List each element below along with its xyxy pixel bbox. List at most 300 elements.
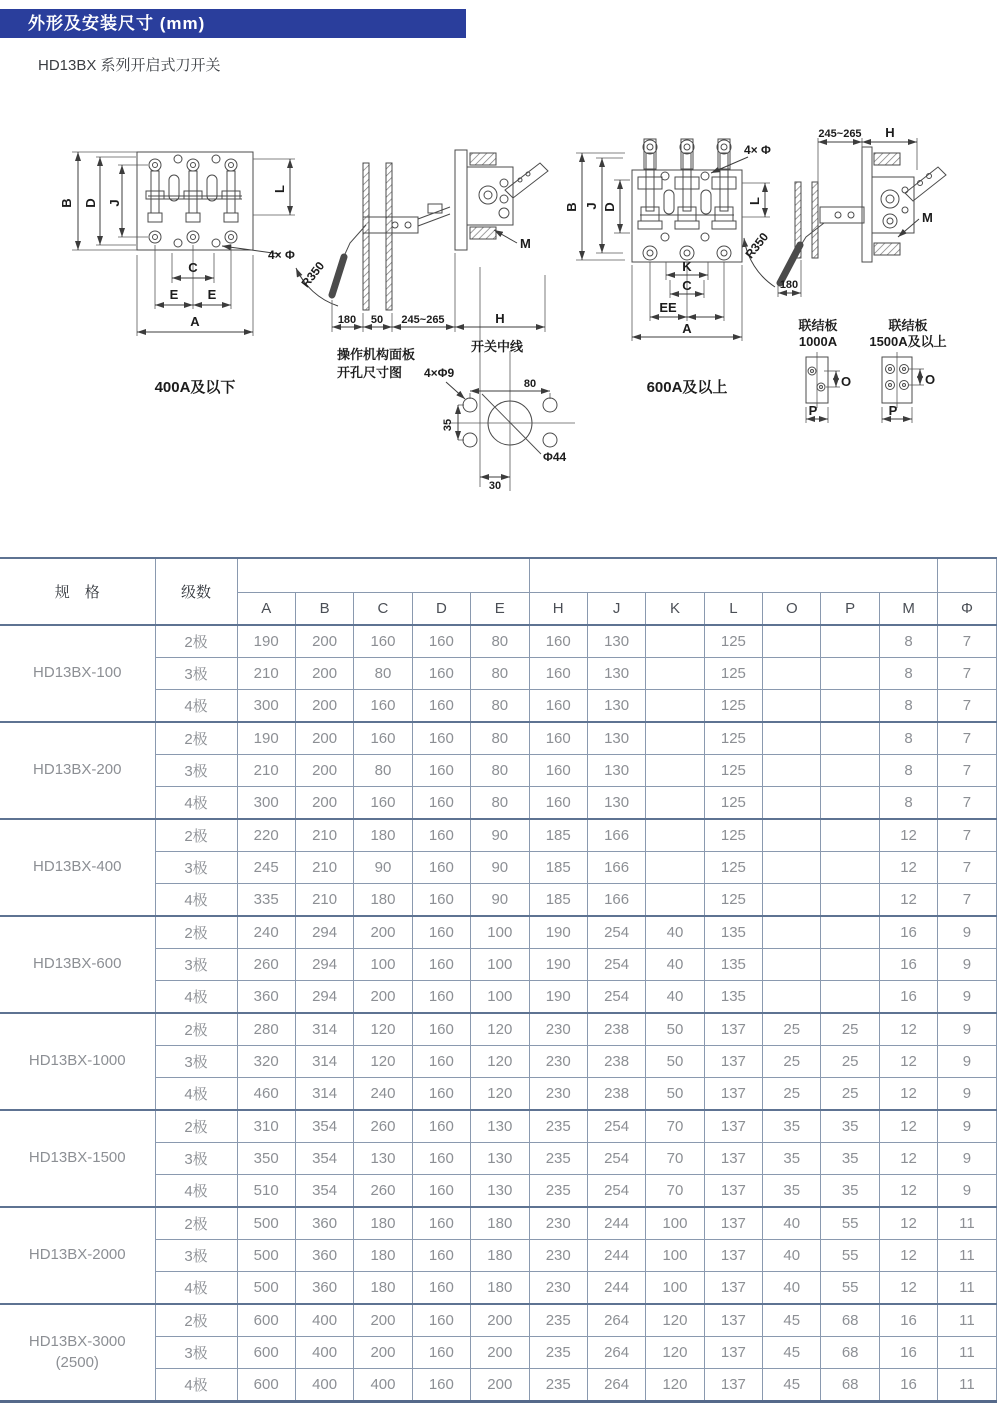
dim-column-header: C xyxy=(354,593,412,626)
dim-value-cell: 100 xyxy=(471,981,529,1014)
poles-column-header: 级数 xyxy=(155,558,237,625)
model-name: HD13BX-200 xyxy=(33,761,122,779)
dim-value-cell xyxy=(763,625,821,658)
dim-value-cell xyxy=(763,981,821,1014)
dim-value-cell: 500 xyxy=(237,1207,295,1240)
dim-value-cell: 160 xyxy=(412,1369,470,1402)
dim-value-cell: 9 xyxy=(938,1046,996,1078)
dim-value-cell: 9 xyxy=(938,1110,996,1143)
dim-value-cell: 90 xyxy=(471,852,529,884)
dim-value-cell: 7 xyxy=(938,787,996,820)
dim-value-cell: 245 xyxy=(237,852,295,884)
dim-value-cell: 80 xyxy=(471,625,529,658)
dim-value-cell: 160 xyxy=(412,1046,470,1078)
header-gap-group-3 xyxy=(938,558,996,593)
poles-cell: 2极 xyxy=(155,625,237,658)
dim-value-cell: 314 xyxy=(295,1013,353,1046)
dim-value-cell: 235 xyxy=(529,1175,587,1208)
dim-value-cell: 55 xyxy=(821,1240,879,1272)
dim-value-cell: 7 xyxy=(938,755,996,787)
dim-value-cell: 160 xyxy=(412,722,470,755)
poles-cell: 4极 xyxy=(155,884,237,917)
dim-value-cell: 100 xyxy=(646,1207,704,1240)
dim-value-cell: 235 xyxy=(529,1369,587,1402)
dim-value-cell: 137 xyxy=(704,1304,762,1337)
model-name-cell xyxy=(0,1207,155,1304)
dim-value-cell: 254 xyxy=(587,981,645,1014)
dim-value-cell xyxy=(646,722,704,755)
dim-value-cell xyxy=(763,852,821,884)
dim-value-cell: 12 xyxy=(879,1078,937,1111)
dim-value-cell: 160 xyxy=(412,1143,470,1175)
dim-value-cell xyxy=(646,755,704,787)
dim-value-cell: 160 xyxy=(412,1013,470,1046)
dim-value-cell xyxy=(646,884,704,917)
dim-value-cell: 160 xyxy=(412,658,470,690)
dim-value-cell: 190 xyxy=(237,722,295,755)
dim-value-cell: 125 xyxy=(704,658,762,690)
model-name: HD13BX-400 xyxy=(33,858,122,876)
dim-value-cell: 200 xyxy=(471,1304,529,1337)
dim-value-cell: 25 xyxy=(821,1046,879,1078)
dim-value-cell: 120 xyxy=(471,1046,529,1078)
dim-value-cell: 125 xyxy=(704,819,762,852)
dim-value-cell: 200 xyxy=(295,658,353,690)
dim-value-cell: 137 xyxy=(704,1143,762,1175)
dim-label-J: J xyxy=(584,202,599,210)
dim-value-cell: 280 xyxy=(237,1013,295,1046)
caption-small: 400A及以下 xyxy=(154,379,236,396)
dim-value-cell: 200 xyxy=(354,1304,412,1337)
dim-value-cell: 180 xyxy=(354,884,412,917)
dim-value-cell: 200 xyxy=(471,1369,529,1402)
dim-50: 50 xyxy=(370,314,384,326)
model-group xyxy=(0,1110,996,1207)
dim-value-cell: 80 xyxy=(471,755,529,787)
dim-value-cell: 240 xyxy=(354,1078,412,1111)
dim-value-cell: 160 xyxy=(529,755,587,787)
dim-value-cell: 160 xyxy=(354,625,412,658)
dim-value-cell: 45 xyxy=(763,1304,821,1337)
dim-value-cell: 314 xyxy=(295,1046,353,1078)
radius-label: R350 xyxy=(298,258,328,291)
dim-column-header: L xyxy=(704,593,762,626)
table-row xyxy=(0,1013,996,1046)
dim-value-cell: 180 xyxy=(354,819,412,852)
poles-cell: 2极 xyxy=(155,916,237,949)
poles-cell: 3极 xyxy=(155,1046,237,1078)
dim-value-cell: 160 xyxy=(412,625,470,658)
dim-value-cell: 9 xyxy=(938,1078,996,1111)
dim-value-cell: 200 xyxy=(295,722,353,755)
dim-value-cell: 125 xyxy=(704,625,762,658)
dim-value-cell: 260 xyxy=(237,949,295,981)
dim-value-cell: 244 xyxy=(587,1272,645,1305)
dim-value-cell: 510 xyxy=(237,1175,295,1208)
dim-value-cell xyxy=(821,755,879,787)
dim-245-265: 245~265 xyxy=(401,314,445,326)
model-name: HD13BX-100 xyxy=(33,664,122,682)
dim-value-cell: 90 xyxy=(471,819,529,852)
dim-value-cell: 125 xyxy=(704,690,762,723)
dim-value-cell: 160 xyxy=(412,690,470,723)
dim-value-cell xyxy=(646,787,704,820)
poles-cell: 3极 xyxy=(155,1337,237,1369)
dim-column-header: A xyxy=(237,593,295,626)
series-subtitle: HD13BX 系列开启式刀开关 xyxy=(38,57,221,74)
dim-value-cell: 350 xyxy=(237,1143,295,1175)
dim-value-cell: 7 xyxy=(938,852,996,884)
dim-value-cell: 180 xyxy=(471,1272,529,1305)
poles-cell: 4极 xyxy=(155,1272,237,1305)
dim-value-cell: 90 xyxy=(471,884,529,917)
dim-value-cell: 130 xyxy=(471,1175,529,1208)
dim-label-M: M xyxy=(922,210,933,225)
dim-value-cell: 11 xyxy=(938,1369,996,1402)
model-group xyxy=(0,1207,996,1304)
table-row xyxy=(0,1207,996,1240)
dim-value-cell: 160 xyxy=(529,625,587,658)
dim-value-cell xyxy=(821,625,879,658)
dim-value-cell: 12 xyxy=(879,1046,937,1078)
dim-value-cell: 264 xyxy=(587,1369,645,1402)
table-row xyxy=(0,722,996,755)
dim-value-cell: 238 xyxy=(587,1046,645,1078)
dim-value-cell: 235 xyxy=(529,1143,587,1175)
holes-callout: 4× Φ xyxy=(268,248,295,262)
dim-180: 180 xyxy=(779,279,799,291)
dim-value-cell: 210 xyxy=(295,884,353,917)
dim-value-cell: 12 xyxy=(879,852,937,884)
dim-value-cell: 50 xyxy=(646,1078,704,1111)
dim-180: 180 xyxy=(337,314,357,326)
poles-cell: 4极 xyxy=(155,787,237,820)
dim-value-cell: 68 xyxy=(821,1304,879,1337)
dim-value-cell: 185 xyxy=(529,884,587,917)
dim-value-cell: 200 xyxy=(354,981,412,1014)
dim-value-cell: 25 xyxy=(821,1078,879,1111)
dim-value-cell: 9 xyxy=(938,1013,996,1046)
dim-value-cell: 260 xyxy=(354,1175,412,1208)
dim-column-header: M xyxy=(879,593,937,626)
dim-value-cell: 7 xyxy=(938,819,996,852)
model-name-cell xyxy=(0,916,155,1013)
poles-cell: 4极 xyxy=(155,690,237,723)
dim-value-cell: 12 xyxy=(879,884,937,917)
dim-value-cell: 130 xyxy=(587,690,645,723)
dim-value-cell: 230 xyxy=(529,1078,587,1111)
dim-value-cell: 354 xyxy=(295,1110,353,1143)
dim-label-M: M xyxy=(520,236,531,251)
dim-value-cell: 120 xyxy=(471,1078,529,1111)
table-row xyxy=(0,819,996,852)
dim-value-cell: 12 xyxy=(879,1110,937,1143)
dim-value-cell: 190 xyxy=(529,981,587,1014)
dim-value-cell: 360 xyxy=(295,1272,353,1305)
dim-value-cell: 137 xyxy=(704,1046,762,1078)
dim-value-cell: 16 xyxy=(879,949,937,981)
dim-value-cell: 137 xyxy=(704,1272,762,1305)
dim-value-cell: 294 xyxy=(295,949,353,981)
dim-label-C: C xyxy=(682,278,692,293)
dim-80: 80 xyxy=(523,378,537,390)
dim-value-cell: 294 xyxy=(295,916,353,949)
dim-value-cell: 160 xyxy=(412,1110,470,1143)
poles-cell: 3极 xyxy=(155,949,237,981)
table-row xyxy=(0,625,996,658)
plate-large-sub: 1500A及以上 xyxy=(869,334,947,349)
dim-value-cell: 11 xyxy=(938,1240,996,1272)
dim-value-cell: 230 xyxy=(529,1207,587,1240)
dim-value-cell: 12 xyxy=(879,1272,937,1305)
dim-value-cell xyxy=(821,852,879,884)
dim-value-cell xyxy=(646,819,704,852)
dim-value-cell: 160 xyxy=(412,1272,470,1305)
panel-note-1: 操作机构面板 xyxy=(337,347,416,362)
dim-value-cell: 12 xyxy=(879,1240,937,1272)
dim-value-cell: 314 xyxy=(295,1078,353,1111)
dim-value-cell: 166 xyxy=(587,852,645,884)
dim-value-cell: 40 xyxy=(763,1272,821,1305)
section-title: 外形及安装尺寸 (mm) xyxy=(28,14,206,33)
dim-value-cell: 55 xyxy=(821,1207,879,1240)
table-header-group-row xyxy=(0,558,996,593)
dim-value-cell: 160 xyxy=(412,852,470,884)
dim-column-header: Φ xyxy=(938,593,996,626)
dim-value-cell: 254 xyxy=(587,1175,645,1208)
dim-value-cell: 400 xyxy=(295,1369,353,1402)
dim-label-B: B xyxy=(564,202,579,212)
dim-value-cell: 100 xyxy=(646,1272,704,1305)
dim-value-cell: 460 xyxy=(237,1078,295,1111)
dim-value-cell xyxy=(821,916,879,949)
dim-value-cell xyxy=(821,690,879,723)
dim-value-cell: 11 xyxy=(938,1207,996,1240)
dim-label-EE: EE xyxy=(659,300,677,315)
dim-value-cell: 25 xyxy=(821,1013,879,1046)
dim-value-cell: 40 xyxy=(646,949,704,981)
poles-cell: 2极 xyxy=(155,1110,237,1143)
dim-label-L: L xyxy=(747,197,762,205)
dim-value-cell: 80 xyxy=(471,787,529,820)
dim-value-cell: 9 xyxy=(938,916,996,949)
dim-value-cell: 40 xyxy=(763,1207,821,1240)
dim-value-cell xyxy=(763,884,821,917)
dim-value-cell xyxy=(646,690,704,723)
dim-value-cell: 40 xyxy=(646,981,704,1014)
dim-value-cell: 160 xyxy=(412,819,470,852)
dim-value-cell: 600 xyxy=(237,1369,295,1402)
poles-cell: 3极 xyxy=(155,1143,237,1175)
dim-value-cell: 8 xyxy=(879,787,937,820)
table-row xyxy=(0,1304,996,1337)
header-gap-group-1 xyxy=(237,558,529,593)
dim-value-cell xyxy=(821,949,879,981)
dim-value-cell: 320 xyxy=(237,1046,295,1078)
dim-label-P: P xyxy=(888,403,898,418)
dim-value-cell: 360 xyxy=(295,1207,353,1240)
dim-value-cell: 50 xyxy=(646,1013,704,1046)
dim-value-cell: 8 xyxy=(879,625,937,658)
dim-value-cell: 210 xyxy=(237,658,295,690)
dim-value-cell: 160 xyxy=(412,1175,470,1208)
dim-label-C: C xyxy=(188,260,198,275)
dim-value-cell: 200 xyxy=(471,1337,529,1369)
dim-value-cell: 70 xyxy=(646,1175,704,1208)
dim-value-cell: 135 xyxy=(704,981,762,1014)
dim-label-D: D xyxy=(83,198,98,208)
dim-30: 30 xyxy=(488,480,502,492)
dim-value-cell: 8 xyxy=(879,690,937,723)
panel-note-2: 开孔尺寸图 xyxy=(337,365,403,380)
dim-value-cell: 160 xyxy=(529,787,587,820)
dim-value-cell: 400 xyxy=(295,1304,353,1337)
dim-value-cell: 130 xyxy=(587,722,645,755)
dim-label-E: E xyxy=(169,287,179,302)
poles-cell: 4极 xyxy=(155,1369,237,1402)
dim-value-cell: 244 xyxy=(587,1240,645,1272)
spec-column-header: 规 格 xyxy=(0,558,155,625)
poles-cell: 4极 xyxy=(155,1175,237,1208)
dim-label-L: L xyxy=(272,185,287,193)
dim-value-cell: 166 xyxy=(587,884,645,917)
dim-value-cell xyxy=(763,722,821,755)
dim-value-cell: 90 xyxy=(354,852,412,884)
dim-value-cell: 9 xyxy=(938,981,996,1014)
dim-value-cell: 12 xyxy=(879,1175,937,1208)
dim-value-cell: 35 xyxy=(821,1110,879,1143)
dim-value-cell: 360 xyxy=(295,1240,353,1272)
dim-value-cell: 125 xyxy=(704,852,762,884)
dim-value-cell: 80 xyxy=(471,690,529,723)
dim-value-cell: 294 xyxy=(295,981,353,1014)
dim-value-cell: 160 xyxy=(412,1078,470,1111)
dim-value-cell: 50 xyxy=(646,1046,704,1078)
model-group xyxy=(0,625,996,722)
centerline-label: 开关中线 xyxy=(470,339,524,354)
section-banner xyxy=(0,9,466,38)
dim-value-cell: 180 xyxy=(471,1240,529,1272)
dim-value-cell: 16 xyxy=(879,981,937,1014)
model-name-sub: (2500) xyxy=(55,1353,99,1371)
dim-value-cell: 40 xyxy=(646,916,704,949)
dim-value-cell: 160 xyxy=(412,1240,470,1272)
model-name-cell xyxy=(0,819,155,916)
dim-value-cell: 11 xyxy=(938,1304,996,1337)
model-group xyxy=(0,819,996,916)
dim-value-cell: 100 xyxy=(646,1240,704,1272)
dim-column-header: E xyxy=(471,593,529,626)
dim-value-cell xyxy=(763,755,821,787)
dim-value-cell: 120 xyxy=(646,1369,704,1402)
dim-column-header: J xyxy=(587,593,645,626)
dim-value-cell: 35 xyxy=(821,1143,879,1175)
dim-value-cell xyxy=(821,981,879,1014)
caption-large: 600A及以上 xyxy=(646,379,728,396)
model-name-cell xyxy=(0,625,155,722)
holes-callout: 4× Φ xyxy=(744,143,771,157)
dim-value-cell: 125 xyxy=(704,787,762,820)
dim-column-header: B xyxy=(295,593,353,626)
dim-value-cell: 55 xyxy=(821,1272,879,1305)
dim-value-cell: 160 xyxy=(354,787,412,820)
dim-column-header: H xyxy=(529,593,587,626)
dim-value-cell: 180 xyxy=(354,1207,412,1240)
dim-value-cell: 100 xyxy=(471,916,529,949)
holes-4x9-label: 4×Φ9 xyxy=(424,366,455,380)
dim-value-cell: 180 xyxy=(471,1207,529,1240)
dim-value-cell: 180 xyxy=(354,1272,412,1305)
dim-value-cell: 244 xyxy=(587,1207,645,1240)
dim-value-cell: 137 xyxy=(704,1078,762,1111)
dim-value-cell: 45 xyxy=(763,1337,821,1369)
dim-value-cell: 254 xyxy=(587,1110,645,1143)
dim-value-cell: 300 xyxy=(237,787,295,820)
dim-value-cell: 354 xyxy=(295,1143,353,1175)
dim-value-cell xyxy=(763,658,821,690)
dim-value-cell: 25 xyxy=(763,1046,821,1078)
dim-value-cell: 120 xyxy=(646,1304,704,1337)
dim-value-cell: 16 xyxy=(879,1369,937,1402)
model-name: HD13BX-1500 xyxy=(28,1149,126,1167)
poles-cell: 2极 xyxy=(155,1013,237,1046)
radius-label: R350 xyxy=(742,229,772,262)
dim-value-cell: 137 xyxy=(704,1207,762,1240)
dim-value-cell: 185 xyxy=(529,852,587,884)
dim-value-cell: 235 xyxy=(529,1110,587,1143)
dim-value-cell: 137 xyxy=(704,1175,762,1208)
dim-value-cell: 238 xyxy=(587,1078,645,1111)
dim-value-cell: 254 xyxy=(587,949,645,981)
connection-plates xyxy=(806,352,924,423)
dim-value-cell: 137 xyxy=(704,1013,762,1046)
dim-value-cell: 400 xyxy=(295,1337,353,1369)
poles-cell: 4极 xyxy=(155,1078,237,1111)
dim-value-cell: 8 xyxy=(879,755,937,787)
dim-value-cell: 8 xyxy=(879,658,937,690)
poles-cell: 2极 xyxy=(155,819,237,852)
dim-value-cell: 160 xyxy=(412,755,470,787)
dim-value-cell: 35 xyxy=(821,1175,879,1208)
model-group xyxy=(0,1304,996,1402)
dim-value-cell: 25 xyxy=(763,1078,821,1111)
dim-label-O: O xyxy=(841,374,852,389)
dim-value-cell: 9 xyxy=(938,1175,996,1208)
dim-value-cell: 335 xyxy=(237,884,295,917)
dim-value-cell: 200 xyxy=(354,1337,412,1369)
dim-label-D: D xyxy=(602,202,617,212)
dim-value-cell: 11 xyxy=(938,1337,996,1369)
dim-value-cell: 125 xyxy=(704,884,762,917)
dim-value-cell xyxy=(763,819,821,852)
poles-cell: 2极 xyxy=(155,722,237,755)
dim-value-cell: 240 xyxy=(237,916,295,949)
side-view-large xyxy=(744,138,946,297)
dim-value-cell: 130 xyxy=(587,625,645,658)
plate-large-title: 联结板 xyxy=(888,318,928,333)
dim-value-cell: 130 xyxy=(354,1143,412,1175)
plate-small-title: 联结板 xyxy=(798,318,838,333)
model-name-cell xyxy=(0,1110,155,1207)
dim-value-cell: 80 xyxy=(471,658,529,690)
dim-value-cell: 230 xyxy=(529,1046,587,1078)
dim-value-cell xyxy=(646,852,704,884)
dim-value-cell: 11 xyxy=(938,1272,996,1305)
dim-value-cell: 100 xyxy=(471,949,529,981)
dim-value-cell: 9 xyxy=(938,1143,996,1175)
model-name-cell xyxy=(0,1013,155,1110)
dim-value-cell: 16 xyxy=(879,1304,937,1337)
